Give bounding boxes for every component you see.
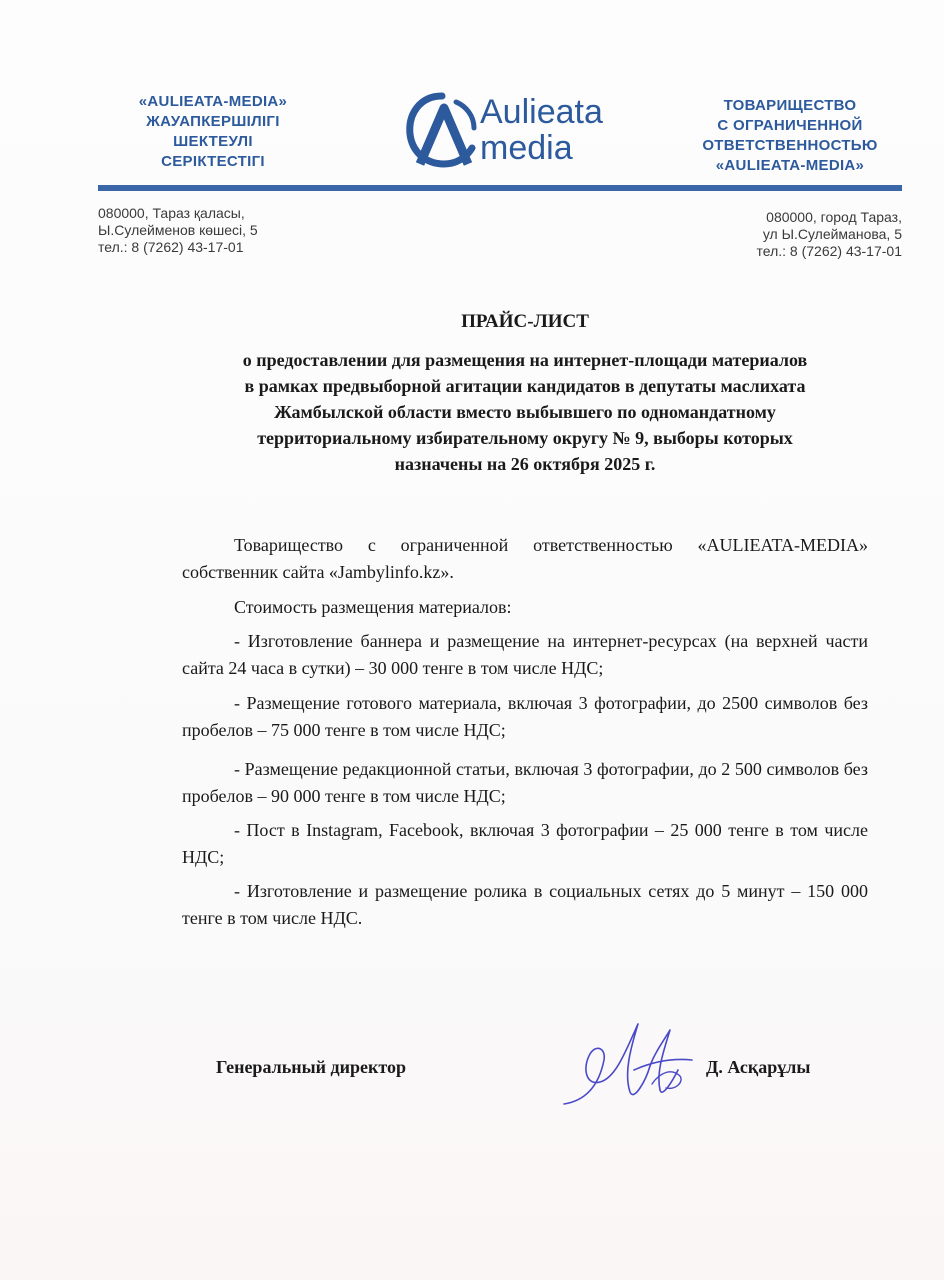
org-kz-line: СЕРІКТЕСТІГІ — [161, 153, 265, 170]
signatory-name: Д. Асқарұлы — [706, 1057, 811, 1077]
address-line: 080000, Тараз қаласы, — [98, 205, 245, 221]
signatory-role: Генеральный директор — [216, 1057, 406, 1077]
address-line: 080000, город Тараз, — [766, 209, 902, 225]
org-name-russian — [680, 96, 900, 176]
price-item: - Размещение готового материала, включая 3 фотографии, до 2500 символов без пробелов – 75 000 тенге в том числе НДС; — [182, 693, 868, 740]
address-line: тел.: 8 (7262) 43-17-01 — [98, 239, 244, 255]
org-ru-line: «AULIEATA-MEDIA» — [715, 157, 865, 174]
logo-word-media: media — [480, 129, 573, 167]
aulieata-media-logo-icon — [404, 88, 480, 172]
subtitle-line: Жамбылской области вместо выбывшего по одномандатному — [274, 402, 776, 422]
address-kazakh — [98, 205, 258, 256]
org-ru-line: ТОВАРИЩЕСТВО — [723, 97, 857, 114]
cost-heading: Стоимость размещения материалов: — [234, 597, 512, 617]
address-line: Ы.Сулейменов көшесі, 5 — [98, 222, 258, 238]
letterhead-divider — [98, 185, 902, 191]
document-subtitle — [170, 347, 880, 477]
address-russian — [700, 209, 902, 260]
org-kz-line: ШЕКТЕУЛІ — [173, 133, 253, 150]
price-item: - Изготовление баннера и размещение на интернет-ресурсах (на верхней части сайта 24 часа в сутки) – 30 000 тенге в том числе НДС; — [182, 631, 868, 678]
org-kz-line: ЖАУАПКЕРШІЛІГІ — [146, 113, 280, 130]
price-item: - Пост в Instagram, Facebook, включая 3 фотографии – 25 000 тенге в том числе НДС; — [182, 820, 868, 867]
org-kz-line: «AULIEATA-MEDIA» — [138, 93, 288, 110]
address-line: ул Ы.Сулейманова, 5 — [762, 226, 902, 242]
subtitle-line: территориальному избирательному округу № 9, выборы которых — [257, 428, 793, 448]
company-logo — [404, 88, 603, 172]
intro-paragraph: Товарищество с ограниченной ответственностью «AULIEATA-MEDIA» собственник сайта «Jambylinfo.kz». — [182, 535, 868, 582]
document-title: ПРАЙС-ЛИСТ — [461, 311, 589, 332]
handwritten-signature — [560, 1010, 700, 1110]
logo-word-aulieata: Aulieata — [480, 93, 603, 131]
address-line: тел.: 8 (7262) 43-17-01 — [756, 243, 902, 259]
subtitle-line: о предоставлении для размещения на интернет-площади материалов — [242, 350, 808, 370]
price-item: - Изготовление и размещение ролика в социальных сетях до 5 минут – 150 000 тенге в том числе НДС. — [182, 881, 868, 928]
org-name-kazakh — [108, 92, 318, 172]
org-ru-line: ОТВЕТСТВЕННОСТЬЮ — [702, 137, 878, 154]
price-item: - Размещение редакционной статьи, включая 3 фотографии, до 2 500 символов без пробелов – 90 000 тенге в том числе НДС; — [182, 759, 868, 806]
subtitle-line: в рамках предвыборной агитации кандидатов в депутаты маслихата — [244, 376, 806, 396]
org-ru-line: С ОГРАНИЧЕННОЙ — [717, 117, 863, 134]
subtitle-line: назначены на 26 октября 2025 г. — [394, 454, 656, 474]
